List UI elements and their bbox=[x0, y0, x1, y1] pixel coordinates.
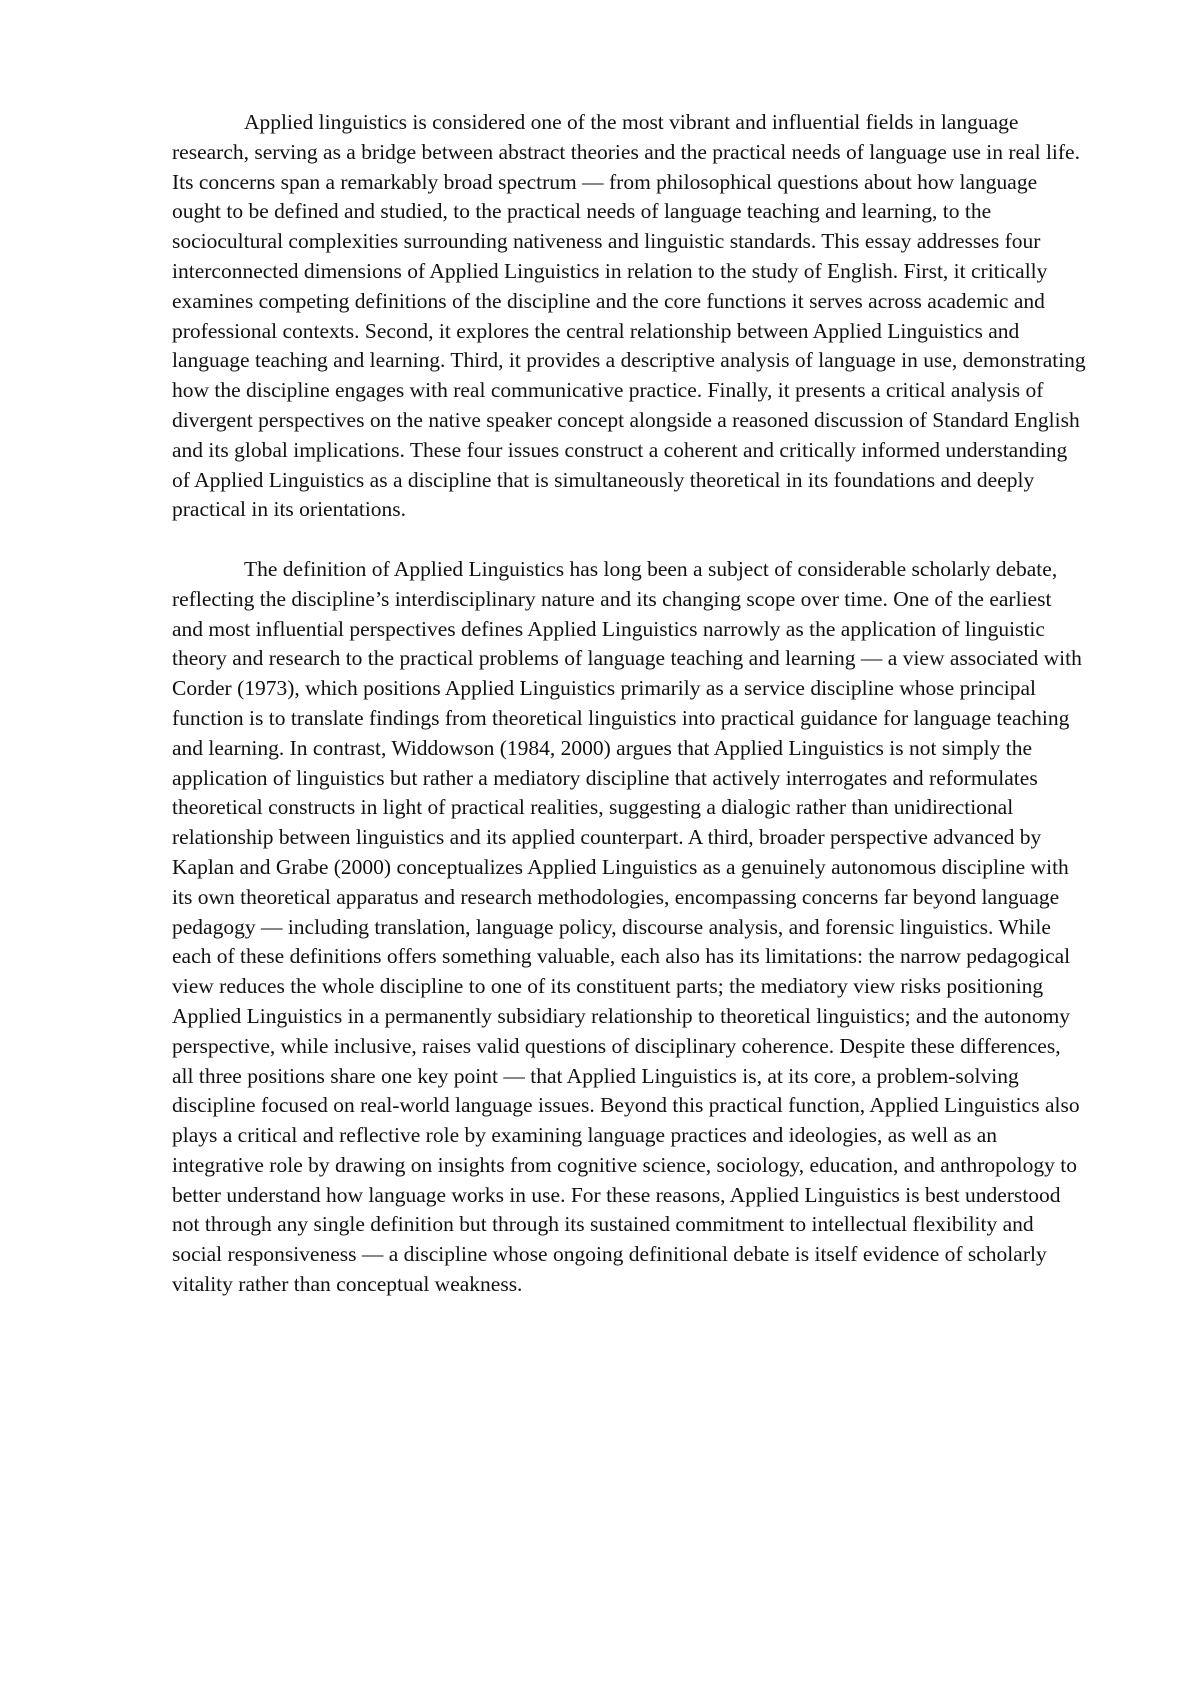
introduction-paragraph: Applied linguistics is considered one of the most vibrant and influential fields in language research, serving as a bridge between abstract theories and the practical needs of language use in real life. Its concerns span a remarkably broad spectrum — from philosophical questions about how language ought to be defined and studied, to the practical needs of language teaching and learning, to the sociocultural complexities surrounding nativeness and linguistic standards. This essay addresses four interconnected dimensions of Applied Linguistics in relation to the study of English. First, it critically examines competing definitions of the discipline and the core functions it serves across academic and professional contexts. Second, it explores the central relationship between Applied Linguistics and language teaching and learning. Third, it provides a descriptive analysis of language in use, demonstrating how the discipline engages with real communicative practice. Finally, it presents a critical analysis of divergent perspectives on the native speaker concept alongside a reasoned discussion of Standard English and its global implications. These four issues construct a coherent and critically informed understanding of Applied Linguistics as a discipline that is simultaneously theoretical in its foundations and deeply practical in its orientations. bbox=[172, 110, 1086, 522]
definition-paragraph: The definition of Applied Linguistics has long been a subject of considerable scholarly debate, reflecting the discipline’s interdisciplinary nature and its changing scope over time. One of the earliest and most influential perspectives defines Applied Linguistics narrowly as the application of linguistic theory and research to the practical problems of language teaching and learning — a view associated with Corder (1973), which positions Applied Linguistics primarily as a service discipline whose principal function is to translate findings from theoretical linguistics into practical guidance for language teaching and learning. In contrast, Widdowson (1984, 2000) argues that Applied Linguistics is not simply the application of linguistics but rather a mediatory discipline that actively interrogates and reformulates theoretical constructs in light of practical realities, suggesting a dialogic rather than unidirectional relationship between linguistics and its applied counterpart. A third, broader perspective advanced by Kaplan and Grabe (2000) conceptualizes Applied Linguistics as a genuinely autonomous discipline with its own theoretical apparatus and research methodologies, encompassing concerns far beyond language pedagogy — including translation, language policy, discourse analysis, and forensic linguistics. While each of these definitions offers something valuable, each also has its limitations: the narrow pedagogical view reduces the whole discipline to one of its constituent parts; the mediatory view risks positioning Applied Linguistics in a permanently subsidiary relationship to theoretical linguistics; and the autonomy perspective, while inclusive, raises valid questions of disciplinary coherence. Despite these differences, all three positions share one key point — that Applied Linguistics is, at its core, a problem-solving discipline focused on real-world language issues. Beyond this practical function, Applied Linguistics also plays a critical and reflective role by examining language practices and ideologies, as well as an integrative role by drawing on insights from cognitive science, sociology, education, and anthropology to better understand how language works in use. For these reasons, Applied Linguistics is best understood not through any single definition but through its sustained commitment to intellectual flexibility and social responsiveness — a discipline whose ongoing definitional debate is itself evidence of scholarly vitality rather than conceptual weakness. bbox=[172, 556, 1082, 1297]
document-body bbox=[172, 108, 1087, 1330]
